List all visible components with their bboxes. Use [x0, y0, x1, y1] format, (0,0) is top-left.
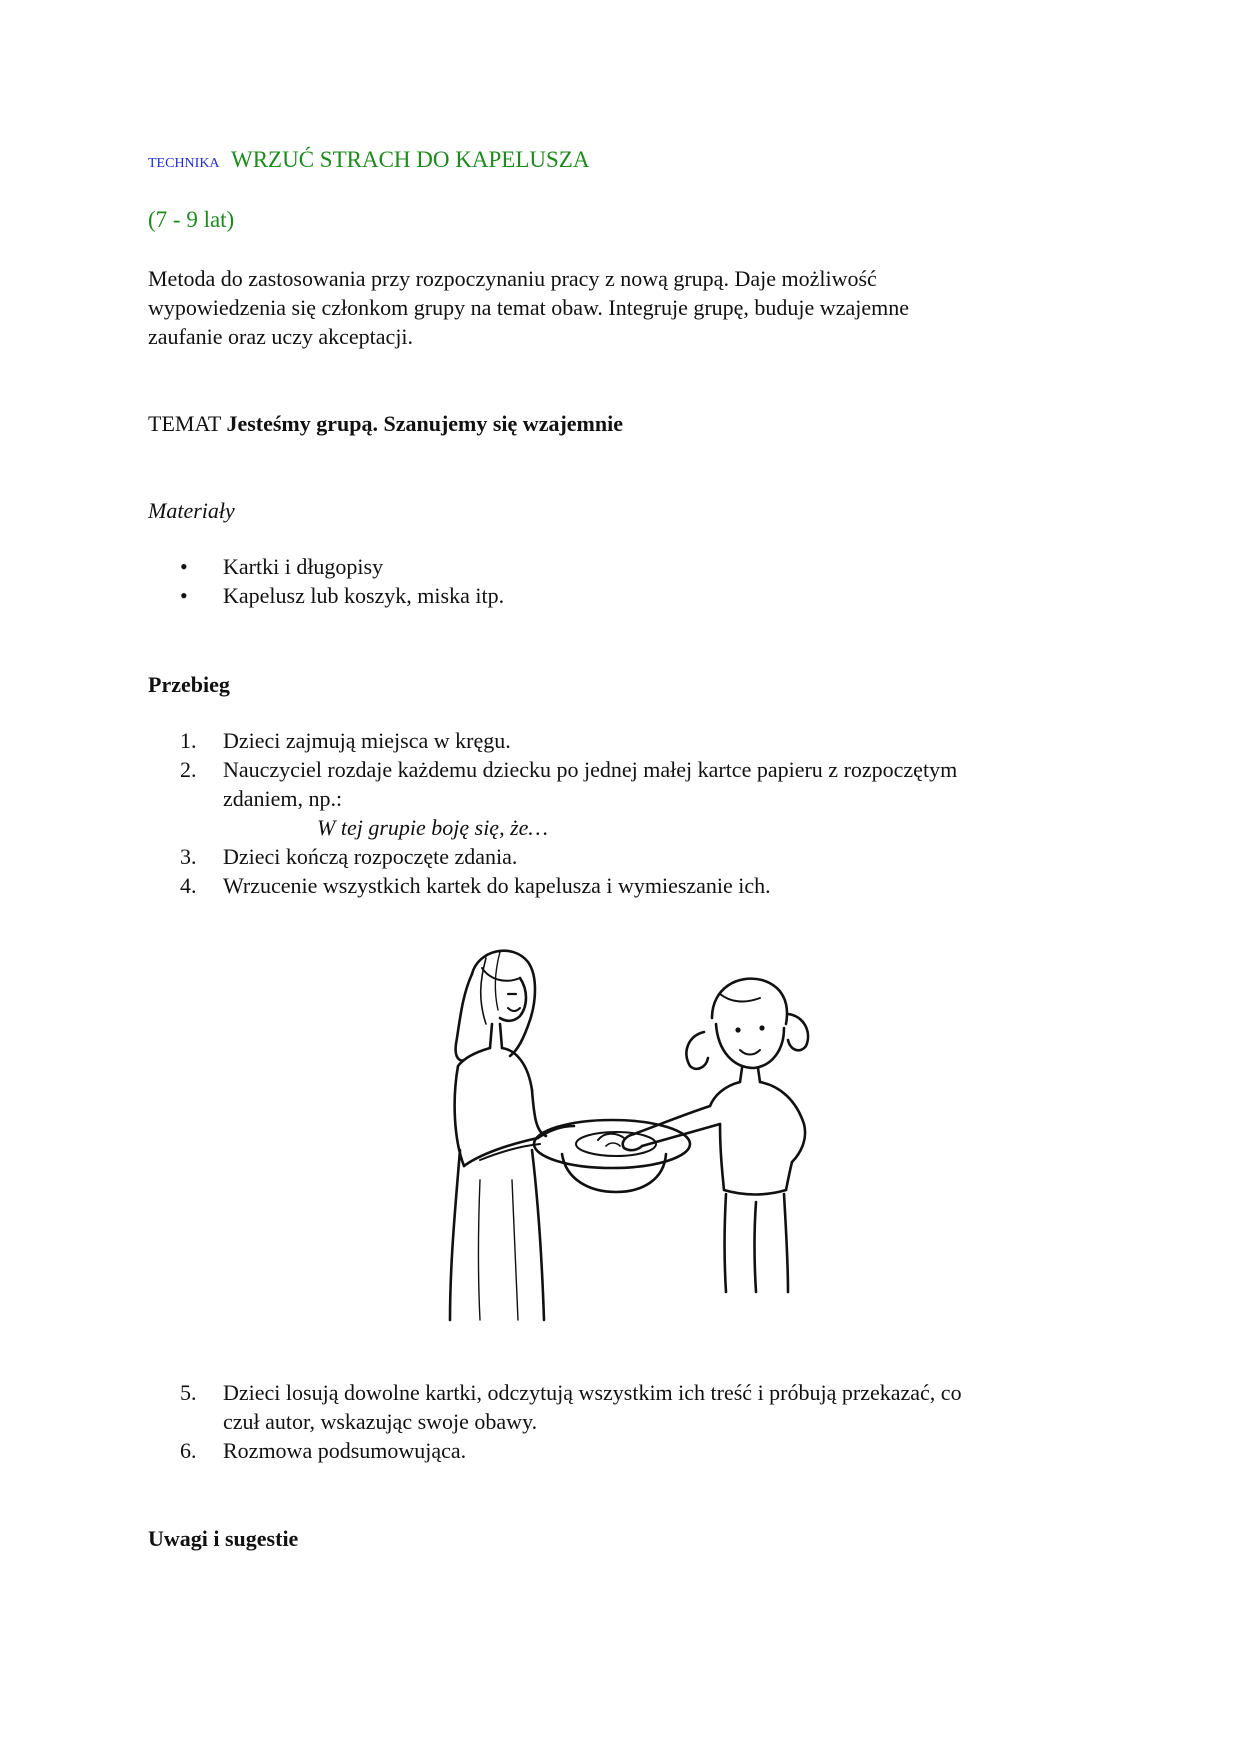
intro-line: wypowiedzenia się członkom grupy na temat obaw. Integruje grupę, buduje wzajemne [148, 295, 909, 320]
materials-heading: Materiały [148, 498, 235, 523]
technique-title: WRZUĆ STRACH DO KAPELUSZA [231, 147, 590, 172]
intro-line: zaufanie oraz uczy akceptacji. [148, 324, 414, 349]
topic-value: Jesteśmy grupą. Szanujemy się wzajemnie [226, 411, 623, 436]
list-item-label: Kartki i długopisy [223, 554, 384, 579]
step-number: 5. [180, 1380, 197, 1405]
example-sentence: W tej grupie boję się, że… [317, 815, 548, 840]
bullet-icon: • [180, 554, 188, 579]
topic-line [148, 409, 623, 438]
age-range: (7 - 9 lat) [148, 207, 235, 232]
list-item-label: Kapelusz lub koszyk, miska itp. [223, 583, 505, 608]
step-text: Dzieci losują dowolne kartki, odczytują wszystkim ich treść i próbują przekazać, co [223, 1380, 962, 1405]
step-text: Nauczyciel rozdaje każdemu dziecku po jednej małej kartce papieru z rozpoczętym [223, 757, 958, 782]
step-number: 6. [180, 1438, 197, 1463]
step-text: Rozmowa podsumowująca. [223, 1438, 467, 1463]
intro-paragraph [148, 264, 909, 351]
step-text: Wrzucenie wszystkich kartek do kapelusza i wymieszanie ich. [223, 873, 771, 898]
step-number: 1. [180, 728, 197, 753]
step-number: 4. [180, 873, 197, 898]
step-text: czuł autor, wskazując swoje obawy. [223, 1409, 538, 1434]
bullet-icon: • [180, 583, 188, 608]
child-figure [623, 979, 808, 1292]
step-text: zdaniem, np.: [223, 786, 343, 811]
procedure-heading: Przebieg [148, 672, 230, 697]
technique-kicker: TECHNIKA [148, 156, 220, 171]
step-text: Dzieci kończą rozpoczęte zdania. [223, 844, 518, 869]
intro-line: Metoda do zastosowania przy rozpoczynaniu pracy z nową grupą. Daje możliwość [148, 266, 877, 291]
notes-heading: Uwagi i sugestie [148, 1526, 299, 1551]
topic-label: TEMAT [148, 411, 221, 436]
teacher-child-hat-illustration [420, 940, 910, 1325]
teacher-figure [450, 951, 574, 1320]
step-number: 3. [180, 844, 197, 869]
step-number: 2. [180, 757, 197, 782]
step-text: Dzieci zajmują miejsca w kręgu. [223, 728, 511, 753]
hat-icon [534, 1120, 690, 1192]
